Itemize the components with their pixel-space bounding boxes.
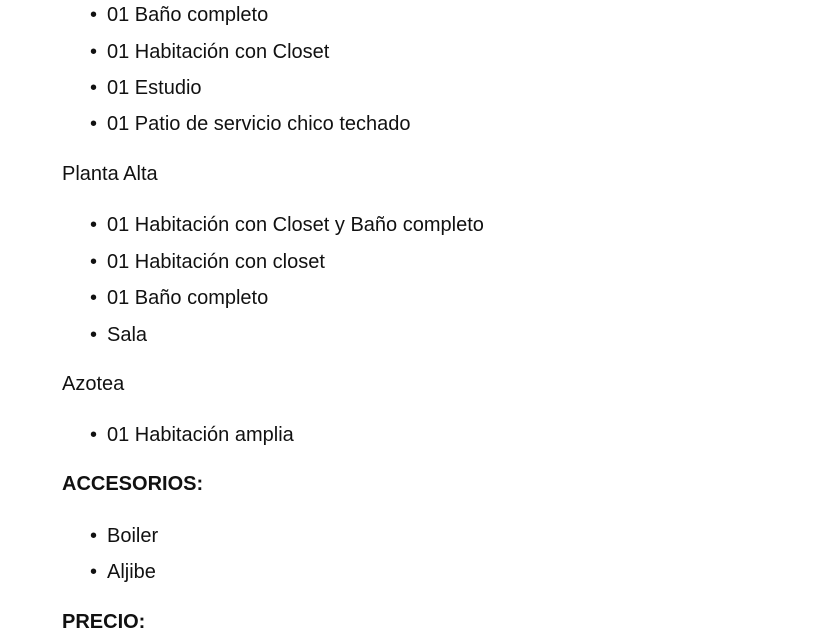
bullet-marker: • <box>90 77 98 99</box>
list-item <box>90 112 411 136</box>
list-item-text: 01 Habitación con closet <box>107 251 325 273</box>
bullet-marker: • <box>90 287 98 309</box>
section-heading-planta-alta: Planta Alta <box>62 163 158 185</box>
list-item-text: 01 Baño completo <box>107 4 269 26</box>
bullet-marker: • <box>90 424 98 446</box>
list-item-text: 01 Habitación amplia <box>107 424 294 446</box>
list-item <box>90 250 325 274</box>
list-item <box>90 3 268 27</box>
bullet-marker: • <box>90 525 98 547</box>
bullet-marker: • <box>90 4 98 26</box>
section-heading-azotea: Azotea <box>62 373 125 395</box>
list-item <box>90 286 268 310</box>
list-item <box>90 40 329 64</box>
list-item <box>90 524 158 548</box>
list-item <box>90 76 202 100</box>
list-item <box>90 560 156 584</box>
list-item-text: 01 Habitación con Closet y Baño completo <box>107 214 484 236</box>
bullet-marker: • <box>90 324 98 346</box>
list-item <box>90 213 484 237</box>
list-item-text: 01 Estudio <box>107 77 202 99</box>
list-item-text: Boiler <box>107 525 159 547</box>
list-item-text: 01 Habitación con Closet <box>107 41 330 63</box>
bullet-marker: • <box>90 41 98 63</box>
list-item <box>90 423 294 447</box>
bullet-marker: • <box>90 561 98 583</box>
bullet-marker: • <box>90 251 98 273</box>
section-heading-accesorios: ACCESORIOS: <box>62 473 204 495</box>
list-item <box>90 323 147 347</box>
bullet-marker: • <box>90 214 98 236</box>
list-item-text: 01 Baño completo <box>107 287 269 309</box>
section-heading-precio: PRECIO: <box>62 611 146 633</box>
bullet-marker: • <box>90 113 98 135</box>
list-item-text: 01 Patio de servicio chico techado <box>107 113 411 135</box>
list-item-text: Aljibe <box>107 561 156 583</box>
list-item-text: Sala <box>107 324 148 346</box>
